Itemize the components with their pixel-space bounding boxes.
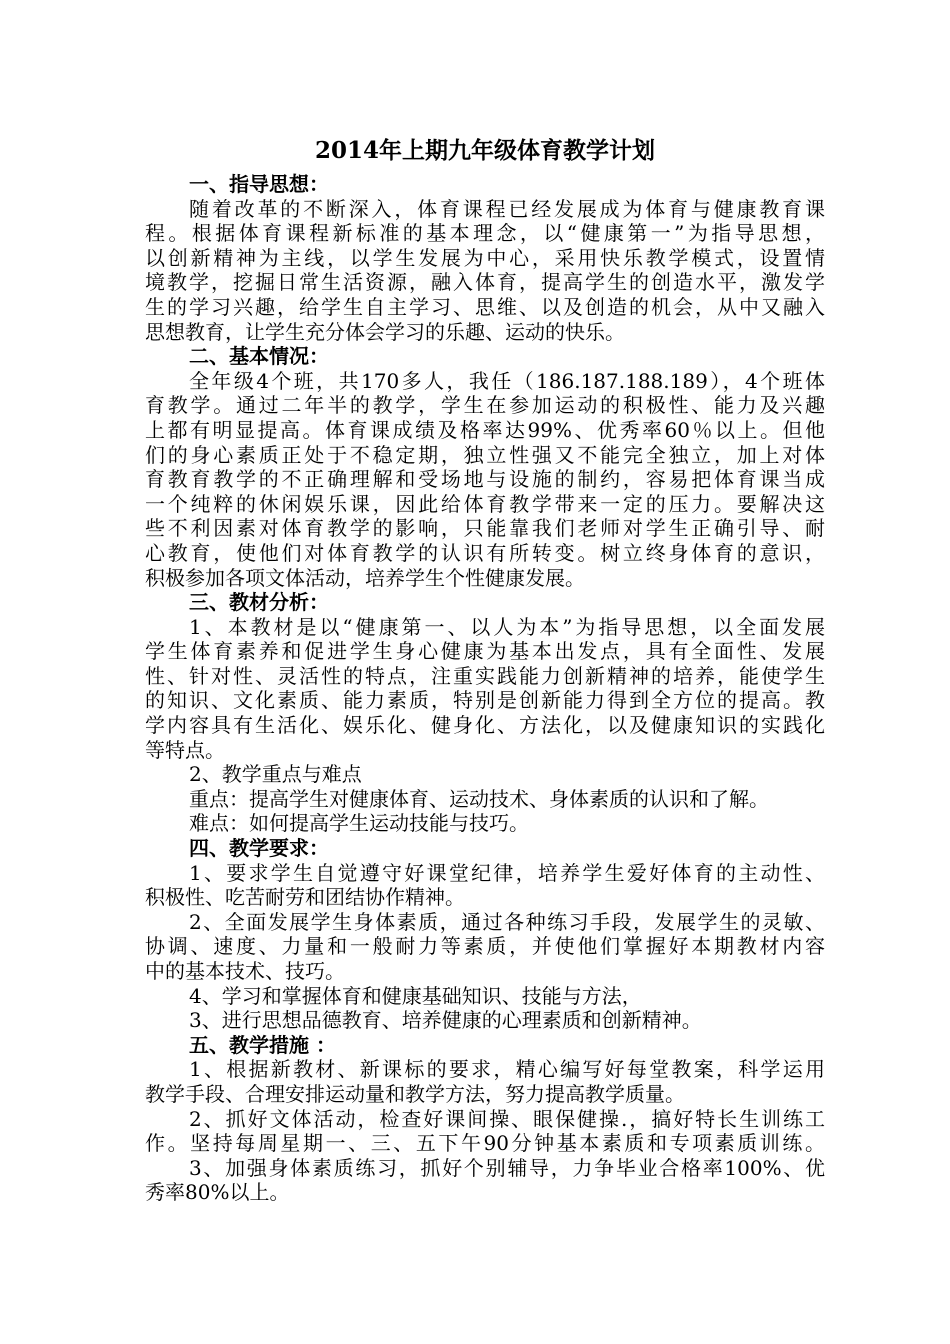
paragraph-line: 2、教学重点与难点	[189, 762, 362, 787]
paragraph-line: 重点：提高学生对健康体育、运动技术、身体素质的认识和了解。	[189, 786, 769, 811]
paragraph-line: 积极性、吃苦耐劳和团结协作精神。	[145, 885, 465, 910]
section-heading: 一、指导思想：	[189, 172, 329, 196]
paragraph-line: 作。坚持每周星期一、三、五下午90分钟基本素质和专项素质训练。	[145, 1131, 825, 1156]
section-heading: 二、基本情况：	[189, 344, 329, 369]
section-guiding-ideology	[145, 172, 825, 344]
paragraph-line: 心教育，使他们对体育教学的认识有所转变。树立终身体育的意识，	[145, 540, 825, 565]
paragraph-line: 难点：如何提高学生运动技能与技巧。	[189, 811, 529, 836]
paragraph-line: 育教育教学的不正确理解和受场地与设施的制约，容易把体育课当成	[145, 467, 825, 492]
paragraph-line: 随着改革的不断深入，体育课程已经发展成为体育与健康教育课	[189, 196, 825, 221]
paragraph-line: 4、学习和掌握体育和健康基础知识、技能与方法，	[189, 983, 642, 1008]
section-heading: 五、教学措施 ：	[189, 1032, 336, 1057]
section-teaching-requirements	[145, 836, 825, 1033]
section-teaching-measures	[145, 1033, 825, 1205]
paragraph-line: 全年级4个班，共170多人，我任（186.187.188.189），4个班体	[189, 368, 825, 393]
paragraph-line: 2、全面发展学生身体素质，通过各种练习手段，发展学生的灵敏、	[189, 909, 825, 934]
paragraph-line: 2、抓好文体活动，检查好课间操、眼保健操.，搞好特长生训练工	[189, 1106, 825, 1131]
section-basic-situation	[145, 344, 825, 590]
paragraph-line: 些不利因素对体育教学的影响，只能靠我们老师对学生正确引导、耐	[145, 516, 825, 541]
paragraph-line: 积极参加各项文体活动，培养学生个性健康发展。	[145, 565, 585, 590]
document-page	[145, 134, 825, 1205]
paragraph-line: 育教学。通过二年半的教学，学生在参加运动的积极性、能力及兴趣	[145, 393, 825, 418]
paragraph-line: 性、针对性、灵活性的特点，注重实践能力创新精神的培养，能使学生	[145, 663, 825, 688]
paragraph-line: 上都有明显提高。体育课成绩及格率达99%、优秀率60％以上。但他	[145, 417, 825, 442]
paragraph-line: 秀率80%以上。	[145, 1180, 290, 1205]
section-heading: 三、教材分析：	[189, 590, 329, 615]
paragraph-line: 境教学，挖掘日常生活资源，融入体育，提高学生的创造水平，激发学	[145, 270, 825, 295]
paragraph-line: 1、根据新教材、新课标的要求，精心编写好每堂教案，科学运用	[189, 1057, 825, 1082]
paragraph-line: 程。根据体育课程新标准的基本理念，以“健康第一”为指导思想，	[145, 221, 825, 246]
paragraph-line: 3、进行思想品德教育、培养健康的心理素质和创新精神。	[189, 1008, 702, 1033]
section-textbook-analysis	[145, 590, 825, 836]
paragraph-line: 教学手段、合理安排运动量和教学方法，努力提高教学质量。	[145, 1081, 685, 1106]
paragraph-line: 1、本教材是以“健康第一、以人为本”为指导思想，以全面发展	[189, 614, 825, 639]
document-title: 2014年上期九年级体育教学计划	[314, 137, 655, 164]
paragraph-line: 等特点。	[145, 737, 225, 762]
paragraph-line: 3、加强身体素质练习，抓好个别辅导，力争毕业合格率100%、优	[189, 1155, 825, 1180]
paragraph-line: 学生体育素养和促进学生身心健康为基本出发点，具有全面性、发展	[145, 639, 825, 664]
paragraph-line: 们的身心素质正处于不稳定期，独立性强又不能完全独立，加上对体	[145, 442, 825, 467]
section-heading: 四、教学要求：	[189, 836, 329, 861]
paragraph-line: 协调、速度、力量和一般耐力等素质，并使他们掌握好本期教材内容	[145, 934, 825, 959]
paragraph-line: 中的基本技术、技巧。	[145, 959, 345, 983]
paragraph-line: 生的学习兴趣，给学生自主学习、思维、以及创造的机会，从中又融入	[145, 294, 825, 319]
paragraph-line: 学内容具有生活化、娱乐化、健身化、方法化，以及健康知识的实践化	[145, 713, 825, 738]
paragraph-line: 一个纯粹的休闲娱乐课，因此给体育教学带来一定的压力。要解决这	[145, 491, 825, 516]
paragraph-line: 的知识、文化素质、能力素质，特别是创新能力得到全方位的提高。教	[145, 688, 825, 713]
paragraph-line: 1、要求学生自觉遵守好课堂纪律，培养学生爱好体育的主动性、	[189, 860, 825, 885]
paragraph-line: 以创新精神为主线，以学生发展为中心，采用快乐教学模式，设置情	[145, 245, 825, 270]
paragraph-line: 思想教育，让学生充分体会学习的乐趣、运动的快乐。	[145, 319, 625, 344]
